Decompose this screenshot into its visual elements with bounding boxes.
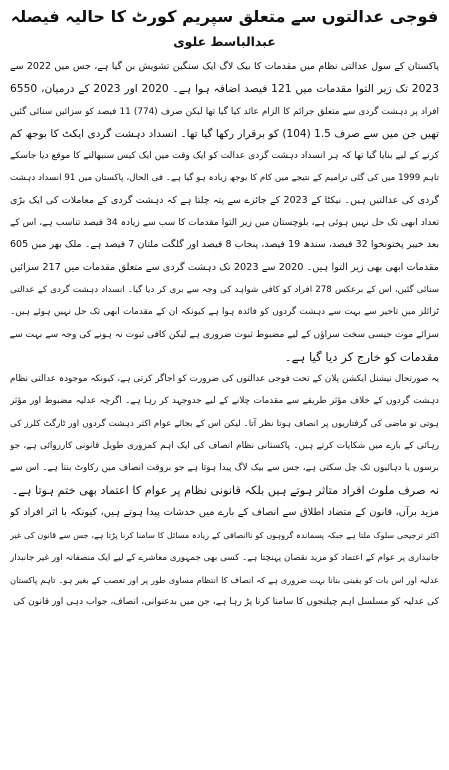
- paragraph-line: مقدمات کو خارج کر دیا گیا ہے۔: [284, 349, 439, 364]
- article-paragraph: [10, 502, 439, 613]
- paragraph-line: مزید برآں، قانون کے متضاد اطلاق سے انصاف کے بارے میں خدشات پیدا ہوتے ہیں، کیونکہ با اثر افراد کو: [10, 506, 439, 518]
- article-paragraph: [10, 56, 439, 368]
- paragraph-line: عدلیہ اور اس بات کو یقینی بنانا بہت ضروری ہے کہ انصاف کا انتظام مساوی طور پر اور تعصب کے بغیر ہو۔ تاہم پاکستان: [10, 574, 439, 585]
- paragraph-line: 2023 تک زیر التوا مقدمات میں 121 فیصد اضافہ ہوا ہے۔ 2020 اور 2023 کے درمیان، 6550: [10, 82, 439, 96]
- paragraph-line: رہائی کے بارے میں شکایات کرتے ہیں۔ پاکستانی نظام انصاف کی ایک اہم کمزوری طویل قانونی کارروائی ہے، جو: [10, 441, 439, 452]
- paragraph-line: ٹرائلز میں تاخیر سے بہت سے دہشت گردوں کو فائدہ ہوا ہے کیونکہ ان کے مقدمات ابھی تک حل نہیں ہوئے ہیں۔: [10, 307, 439, 318]
- article-paragraph: [10, 368, 439, 502]
- paragraph-line: مقدمات ابھی بھی زیر التوا ہیں۔ 2020 سے 2023 تک دہشت گردی سے متعلق مقدمات میں 217 سزائیں: [10, 261, 439, 273]
- paragraph-line: پاکستان کے سول عدالتی نظام میں مقدمات کا بیک لاگ ایک سنگین تشویش بن گیا ہے، جس میں 2022 سے: [10, 61, 439, 72]
- paragraph-line: نہ صرف ملوث افراد متاثر ہوتے ہیں بلکہ قانونی نظام پر عوام کا اعتماد بھی ختم ہوتا ہے۔: [11, 483, 439, 497]
- article-body: [10, 56, 439, 613]
- paragraph-line: ہوتی تو ماضی کی گرفتاریوں پر انصاف ہوتا نظر آتا۔ لیکن اس کے بجائے عوام اکثر دہشت گردوں اور ٹارگٹ کلرز کی: [10, 418, 439, 429]
- paragraph-line: جانبداری پر عوام کے اعتماد کو مزید نقصان پہنچتا ہے۔ کسی بھی جمہوری معاشرے کے لیے ایک منصفانہ اور غیر جانبدار: [10, 552, 439, 563]
- paragraph-line: گردی کی عدالتیں ہیں۔ نیکٹا کے 2023 کے جائزے سے پتہ چلتا ہے کہ دہشت گردی کے معاملات کی ایک بڑی: [10, 194, 439, 206]
- paragraph-line: اکثر ترجیحی سلوک ملتا ہے جبکہ پسماندہ گروہوں کو ناانصافی کے زیادہ مسائل کا سامنا کرنا پڑتا ہے، جس سے قانون کی غیر: [10, 530, 439, 541]
- paragraph-line: بعد خیبر پختونخوا 32 فیصد، سندھ 19 فیصد، پنجاب 8 فیصد اور گلگت ملتان 7 فیصد ہے۔ ملک بھر میں 605: [10, 239, 439, 251]
- paragraph-line: دہشت گردوں کے خلاف مؤثر طریقے سے مقدمات چلانے کے لیے جدوجہد کر رہا ہے۔ اگرچہ عدلیہ مضبوط اور مؤثر: [10, 396, 439, 407]
- article-title: فوجی عدالتوں سے متعلق سپریم کورٹ کا حالیہ فیصلہ: [10, 7, 439, 26]
- paragraph-line: یہ صورتحال نیشنل ایکشن پلان کے تحت فوجی عدالتوں کی ضرورت کو اجاگر کرتی ہے، کیونکہ موجودہ عدالتی نظام: [10, 374, 439, 385]
- paragraph-line: تاہم 1999 میں کی گئی ترامیم کے نتیجے میں کام کا بوجھ زیادہ ہو گیا ہے۔ فی الحال، پاکستان میں 91 انسداد دہشت: [10, 173, 439, 184]
- paragraph-line: برسوں یا دہائیوں تک چل سکتی ہے، جس سے بیک لاگ پیدا ہوتا ہے جو بروقت انصاف میں رکاوٹ بنتا ہے۔ اس سے: [10, 463, 439, 474]
- paragraph-line: کی عدلیہ کو مسلسل اہم چیلنجوں کا سامنا کرنا پڑ رہا ہے، جن میں بدعنوانی، انصاف، جواب دہی اور قانون کی: [13, 597, 439, 608]
- paragraph-line: کرنے کے لیے بنایا گیا تھا کہ ہر انسداد دہشت گردی عدالت کو ایک وقت میں ایک کیس سنبھالنے کا موقع دیا جاسکے: [10, 151, 439, 162]
- article-author: عبدالباسط علوی: [173, 34, 276, 49]
- paragraph-line: تعداد ابھی تک حل نہیں ہوئی ہے، بلوچستان میں زیر التوا مقدمات کا سب سے زیادہ 34 فیصد تناسب ہے، اس کے: [10, 218, 439, 229]
- paragraph-line: سزائے موت جیسی سخت سزاؤں کے لیے مضبوط ثبوت ضروری ہے لیکن کافی ثبوت نہ ہونے کی وجہ سے بہت سے: [10, 329, 439, 340]
- paragraph-line: افراد پر دہشت گردی سے متعلق جرائم کا الزام عائد کیا گیا تھا لیکن صرف (774) 11 فیصد کو سزائیں سنائی گئیں: [10, 106, 439, 117]
- paragraph-line: سنائی گئیں، اس کے برعکس 278 افراد کو کافی شواہد کی وجہ سے بری کر دیا گیا۔ انسداد دہشت گردی کے عدالتی: [10, 284, 439, 295]
- paragraph-line: تھیں جن میں سے صرف 1.5 (104) کو برقرار رکھا گیا تھا۔ انسداد دہشت گردی ایکٹ کا بوجھ کم: [10, 127, 439, 140]
